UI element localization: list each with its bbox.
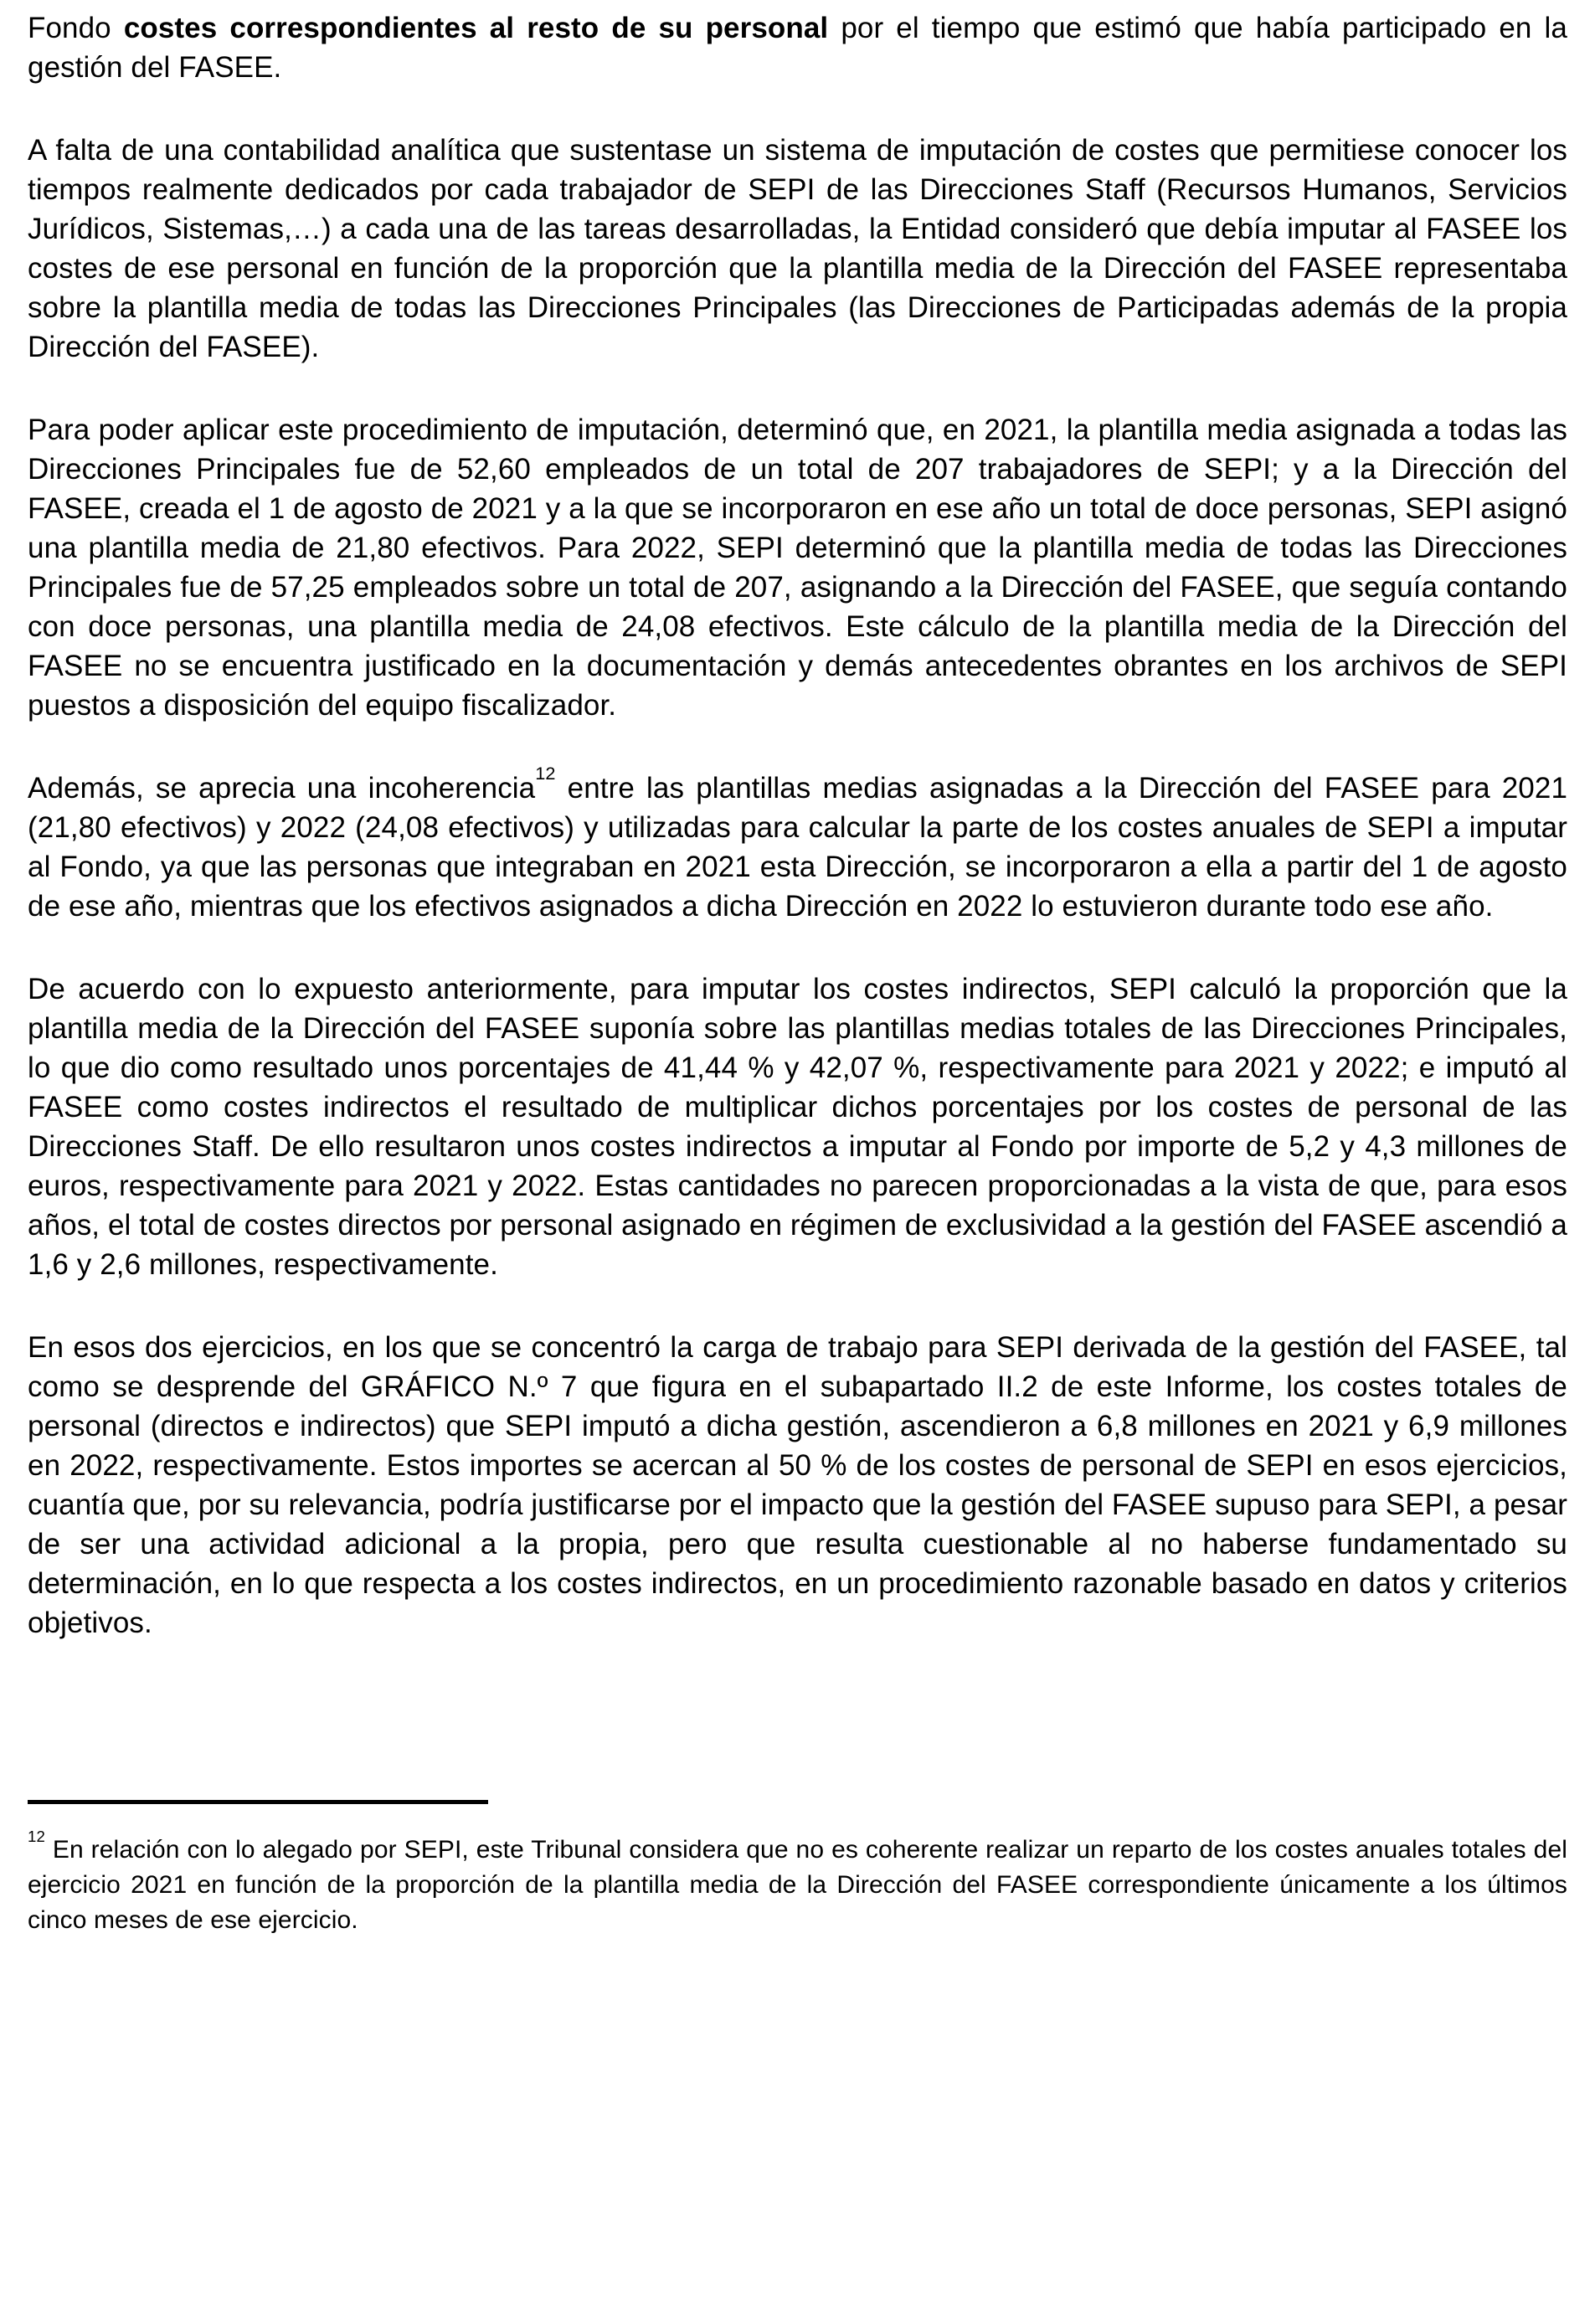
paragraph-costes-indirectos	[28, 969, 1567, 1284]
footnote-text: En relación con lo alegado por SEPI, este Tribunal considera que no es coherente realizar un reparto de los costes anuales totales del ejercicio 2021 en función de la proporción de la plantilla media de la Dirección del FASEE correspondiente únicamente a los últimos cinco meses de ese ejercicio.	[28, 1836, 1567, 1934]
paragraph-costes-totales	[28, 1328, 1567, 1643]
paragraph-incoherencia	[28, 762, 1568, 926]
footnote	[28, 1827, 1567, 1938]
text-run: entre las plantillas medias asignadas a la Dirección del FASEE para 2021 (21,80 efectivos) y 2022 (24,08 efectivos) y utilizadas para calcular la parte de los costes anuales de SEPI a imputar al Fondo, ya que las personas que integraban en 2021 esta Dirección, se incorporaron a ella a partir del 1 de agosto de ese año, mientras que los efectivos asignados a dicha Dirección en 2022 lo estuvieron durante todo ese año.	[28, 772, 1568, 923]
footnote-marker: 12	[28, 1827, 45, 1845]
paragraph-fondo-costes	[28, 8, 1567, 87]
footnote-reference-12: 12	[535, 762, 556, 784]
text-run: En esos dos ejercicios, en los que se concentró la carga de trabajo para SEPI derivada de la gestión del FASEE, tal como se desprende del GRÁFICO N.º 7 que figura en el subapartado II.2 de este Informe, los costes totales de personal (directos e indirectos) que SEPI imputó a dicha gestión, ascendieron a 6,8 millones en 2021 y 6,9 millones en 2022, respectivamente. Estos importes se acercan al 50 % de los costes de personal de SEPI en esos ejercicios, cuantía que, por su relevancia, podría justificarse por el impacto que la gestión del FASEE supuso para SEPI, a pesar de ser una actividad adicional a la propia, pero que resulta cuestionable al no haberse fundamentado su determinación, en lo que respecta a los costes indirectos, en un procedimiento razonable basado en datos y criterios objetivos.	[28, 1331, 1567, 1639]
text-run: Para poder aplicar este procedimiento de imputación, determinó que, en 2021, la plantilla media asignada a todas las Direcciones Principales fue de 52,60 empleados de un total de 207 trabajadores de SEPI; y a la Dirección del FASEE, creada el 1 de agosto de 2021 y a la que se incorporaron en ese año un total de doce personas, SEPI asignó una plantilla media de 21,80 efectivos. Para 2022, SEPI determinó que la plantilla media de todas las Direcciones Principales fue de 57,25 empleados sobre un total de 207, asignando a la Dirección del FASEE, que seguía contando con doce personas, una plantilla media de 24,08 efectivos. Este cálculo de la plantilla media de la Dirección del FASEE no se encuentra justificado en la documentación y demás antecedentes obrantes en los archivos de SEPI puestos a disposición del equipo fiscalizador.	[28, 414, 1567, 722]
text-run: De acuerdo con lo expuesto anteriormente, para imputar los costes indirectos, SEPI calculó la proporción que la plantilla media de la Dirección del FASEE suponía sobre las plantillas medias totales de las Direcciones Principales, lo que dio como resultado unos porcentajes de 41,44 % y 42,07 %, respectivamente para 2021 y 2022; e imputó al FASEE como costes indirectos el resultado de multiplicar dichos porcentajes por los costes de personal de las Direcciones Staff. De ello resultaron unos costes indirectos a imputar al Fondo por importe de 5,2 y 4,3 millones de euros, respectivamente para 2021 y 2022. Estas cantidades no parecen proporcionadas a la vista de que, para esos años, el total de costes directos por personal asignado en régimen de exclusividad a la gestión del FASEE ascendió a 1,6 y 2,6 millones, respectivamente.	[28, 973, 1567, 1281]
paragraph-procedimiento-imputacion	[28, 410, 1567, 725]
text-run-bold: costes correspondientes al resto de su personal	[123, 12, 829, 44]
text-run: por el tiempo que estimó que había participado en la gestión del FASEE.	[28, 12, 1567, 84]
footnote-separator	[28, 1800, 488, 1804]
paragraph-contabilidad-analitica	[28, 131, 1567, 367]
text-run: A falta de una contabilidad analítica que sustentase un sistema de imputación de costes que permitiese conocer los tiempos realmente dedicados por cada trabajador de SEPI de las Direcciones Staff (Recursos Humanos, Servicios Jurídicos, Sistemas,…) a cada una de las tareas desarrolladas, la Entidad consideró que debía imputar al FASEE los costes de ese personal en función de la proporción que la plantilla media de la Dirección del FASEE representaba sobre la plantilla media de todas las Direcciones Principales (las Direcciones de Participadas además de la propia Dirección del FASEE).	[28, 134, 1567, 363]
text-run: Fondo	[28, 12, 124, 44]
text-run: Además, se aprecia una incoherencia	[28, 772, 536, 805]
